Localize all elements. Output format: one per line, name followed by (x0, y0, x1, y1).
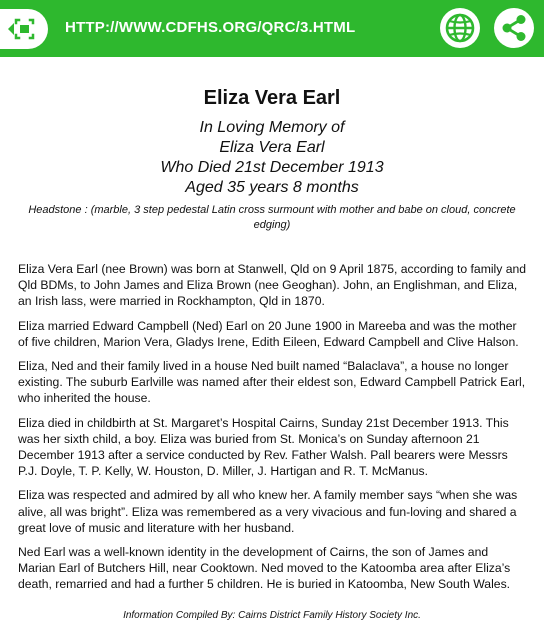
memorial-inscription (0, 118, 544, 198)
compiled-by-credit: Information Compiled By: Cairns District Family History Society Inc. (123, 610, 421, 621)
inscription-line: In Loving Memory of (199, 119, 345, 136)
page-title: Eliza Vera Earl (203, 87, 341, 109)
globe-icon (440, 8, 480, 48)
biography-paragraph: Eliza was respected and admired by all who knew her. A family member says “when she was alive, all was bright”. Eliza was remembered as a very vivacious and fun-loving and shared a great love of music and literature with her husband. (18, 488, 518, 535)
biography-paragraph: Eliza, Ned and their family lived in a house Ned built named “Balaclava”, a house no longer existing. The suburb Earlville was named after their eldest son, Edward Campbell Patrick Earl, who inherited the house. (18, 359, 526, 406)
share-icon (494, 8, 534, 48)
biography-paragraph: Ned Earl was a well-known identity in the development of Cairns, the son of James and Marian Earl of Butchers Hill, near Cooktown. Ned moved to the Katoomba area after Eliza’s death, remarried and had a further 5 children. He is buried in Katoomba, New South Wales. (18, 545, 511, 592)
inscription-line: Who Died 21st December 1913 (160, 159, 384, 176)
headstone-description: Headstone : (marble, 3 step pedestal Latin cross surmount with mother and babe on cloud, concrete edging) (28, 204, 516, 231)
page-url: HTTP://WWW.CDFHS.ORG/QRC/3.HTML (65, 19, 356, 36)
share-button[interactable] (494, 8, 534, 48)
open-in-browser-button[interactable] (440, 8, 480, 48)
top-toolbar (0, 0, 544, 57)
inscription-line: Aged 35 years 8 months (185, 179, 359, 196)
biography-paragraph: Eliza married Edward Campbell (Ned) Earl on 20 June 1900 in Mareeba and was the mother of five children, Marion Vera, Gladys Irene, Edith Eileen, Edward Campbell and Clive Halson. (18, 318, 519, 349)
biography-paragraph: Eliza died in childbirth at St. Margaret’s Hospital Cairns, Sunday 21st December 1913. This was her sixth child, a boy. Eliza was buried from St. Monica’s on Sunday afternoon 21 December 1913 after a service conducted by Rev. Father Walsh. Pall bearers were Messrs P.J. Doyle, T. P. Kelly, W. Houston, D. Miller, J. Hartigan and R. T. McManus. (18, 415, 509, 479)
back-frame-icon (4, 16, 40, 42)
biography-paragraph: Eliza Vera Earl (nee Brown) was born at Stanwell, Qld on 9 April 1875, according to family and Qld BDMs, to John James and Eliza Brown (nee Geoghan). John, an Englishman, and Eliza, an Irish lass, were married in Rockhampton, Qld in 1870. (18, 262, 527, 309)
back-button[interactable] (0, 9, 48, 49)
biography (18, 261, 528, 601)
inscription-line: Eliza Vera Earl (219, 139, 325, 156)
